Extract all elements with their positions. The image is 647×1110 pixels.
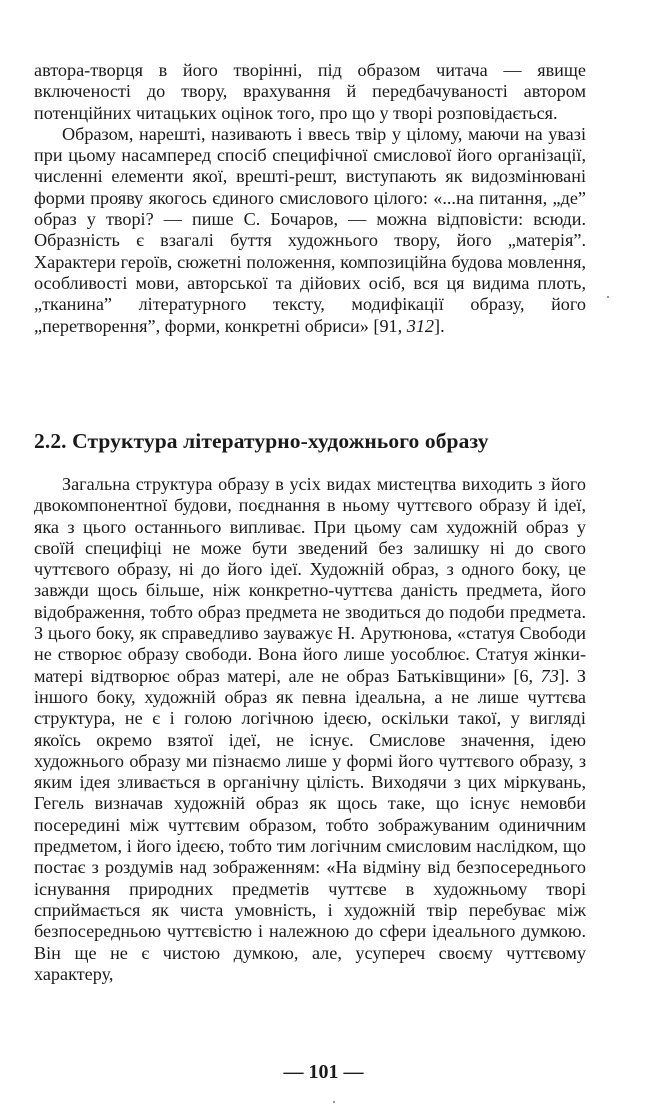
continuation-paragraph (34, 60, 586, 124)
page-number: — 101 — (283, 1061, 364, 1083)
main-text-block (34, 474, 586, 985)
main-paragraph (34, 474, 586, 985)
paragraph-2 (34, 124, 586, 337)
continuation-paragraph-text: автора-творця в його творінні, під образом читача — явище включеності до твору, врахування й передбачуваності автором потенційних читацьких оцінок того, про що у творі розповідається. (34, 60, 586, 123)
paragraph-2-end: ]. (434, 315, 445, 336)
scan-speck (333, 1101, 335, 1103)
section-heading: 2.2. Структура літературно-художнього образу (34, 429, 489, 453)
main-paragraph-text-2: ]. З іншого боку, художній образ як певна ідеальна, а не лише чуттєва структура, не є і голою логічною ідеєю, оскільки такої, у вигляді якоїсь окремо взятої ідеї, не існує. Смислове значення, ідею художнього образу ми пізнаємо лише у формі його чуттєвого образу, з яким ідея зливається в органічну цілість. Виходячи з цих міркувань, Гегель визначав художній образ як щось таке, що існує немовби посередині між чуттєвим образом, тобто зображуваним одиничним предметом, і його ідеєю, тобто тим логічним смисловим наслідком, що постає з роздумів над зображенням: «На відміну від безпосереднього існування природних предметів чуттєве в художньому творі сприймається як чиста умовність, і художній твір перебуває між безпосередньою чуттєвістю і належною до сфери ідеального думкою. Він ще не є чистою думкою, але, усупереч своєму чуттєвому характеру, (34, 665, 586, 984)
citation-page-italic-2: 73 (540, 665, 559, 686)
main-paragraph-text-1: Загальна структура образу в усіх видах мистецтва виходить з його двокомпонентної будови, поєднання в ньому чуттєвого образу й ідеї, яка з цього останнього випливає. При цьому сам художній образ у своїй специфіці не може бути зведений без залишку ні до свого чуттєвого образу, ні до його ідеї. Художній образ, з одного боку, це завжди щось більше, ніж конкретно-чуттєва даність предмета, його відображення, тобто образ предмета не зводиться до подоби предмета. З цього боку, як справедливо зауважує Н. Арутюнова, «статуя Свободи не створює образу свободи. Вона його лише уособлює. Статуя жінки-матері відтворює образ матері, але не образ Батьківщини» [6, (34, 474, 586, 686)
citation-page-italic: 312 (406, 315, 435, 336)
top-text-block (34, 60, 586, 337)
scan-speck (607, 296, 609, 298)
paragraph-2-text: Образом, нарешті, називають і ввесь твір у цілому, маючи на увазі при цьому насамперед спосіб специфічної смислової його організації, численні елементи якої, врешті-решт, виступають як видозмінювані форми прояву якогось єдиного смислового цілого: «...на питання, „де” образ у творі? — пише С. Бочаров, — можна відповісти: всюди. Образність є взагалі буття художнього твору, його „матерія”. Характери героїв, сюжетні положення, композиційна будова мовлення, особливості мови, авторської та дійових осіб, вся ця видима плоть, „тканина” літературного тексту, модифікації образу, його „перетворення”, форми, конкретні обриси» [91, (34, 123, 586, 336)
